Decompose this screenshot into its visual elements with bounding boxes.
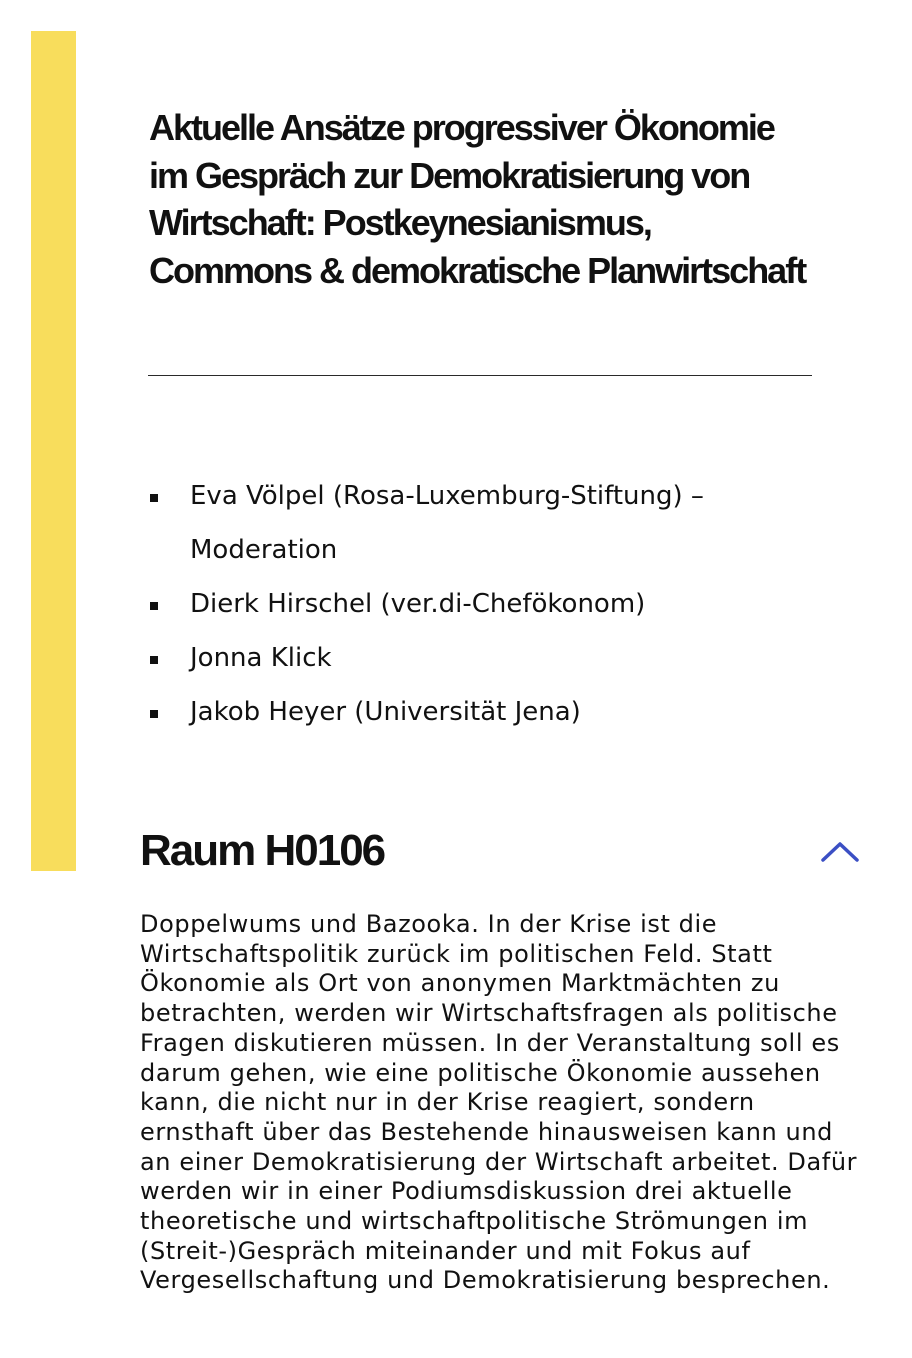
accent-bar	[31, 31, 76, 871]
square-bullet-icon	[150, 656, 158, 664]
session-description: Doppelwums und Bazooka. In der Krise ist die Wirtschaftspolitik zurück im politischen Feld. Statt Ökonomie als Ort von anonymen Marktmächten zu betrachten, werden wir Wirtschaftsfragen als politische Fragen diskutieren müssen. In der Veranstaltung soll es darum gehen, wie eine politische Ökonomie aussehen kann, die nicht nur in der Krise reagiert, sondern ernsthaft über das Bestehende hinausweisen kann und an einer Demokratisierung der Wirtschaft arbeitet. Dafür werden wir in einer Podiumsdiskussion drei aktuelle theoretische und wirtschaftpolitische Strömungen im (Streit-)Gespräch miteinander und mit Fokus auf Vergesellschaftung und Demokratisierung besprechen.	[140, 910, 858, 1295]
chevron-up-icon	[814, 832, 866, 872]
speaker-item	[150, 469, 850, 577]
square-bullet-icon	[150, 494, 158, 502]
speaker-name: Dierk Hirschel (ver.di-Chefökonom)	[190, 589, 646, 619]
speaker-name: Eva Völpel (Rosa-Luxemburg-Stiftung) – Moderation	[190, 481, 704, 565]
speaker-item	[150, 631, 850, 685]
speaker-name: Jakob Heyer (Universität Jena)	[190, 697, 581, 727]
room-heading: Raum H0106	[140, 826, 385, 875]
speaker-name: Jonna Klick	[190, 643, 332, 673]
collapse-toggle-button[interactable]	[814, 832, 866, 872]
speaker-item	[150, 577, 850, 631]
speaker-item	[150, 685, 850, 739]
speaker-list	[150, 469, 850, 739]
title-divider	[148, 375, 812, 376]
square-bullet-icon	[150, 710, 158, 718]
square-bullet-icon	[150, 602, 158, 610]
session-title: Aktuelle Ansätze progressiver Ökonomie im Gespräch zur Demokratisierung von Wirtschaft: Postkeynesianismus, Commons & demokratische Planwirtschaft	[149, 107, 806, 291]
